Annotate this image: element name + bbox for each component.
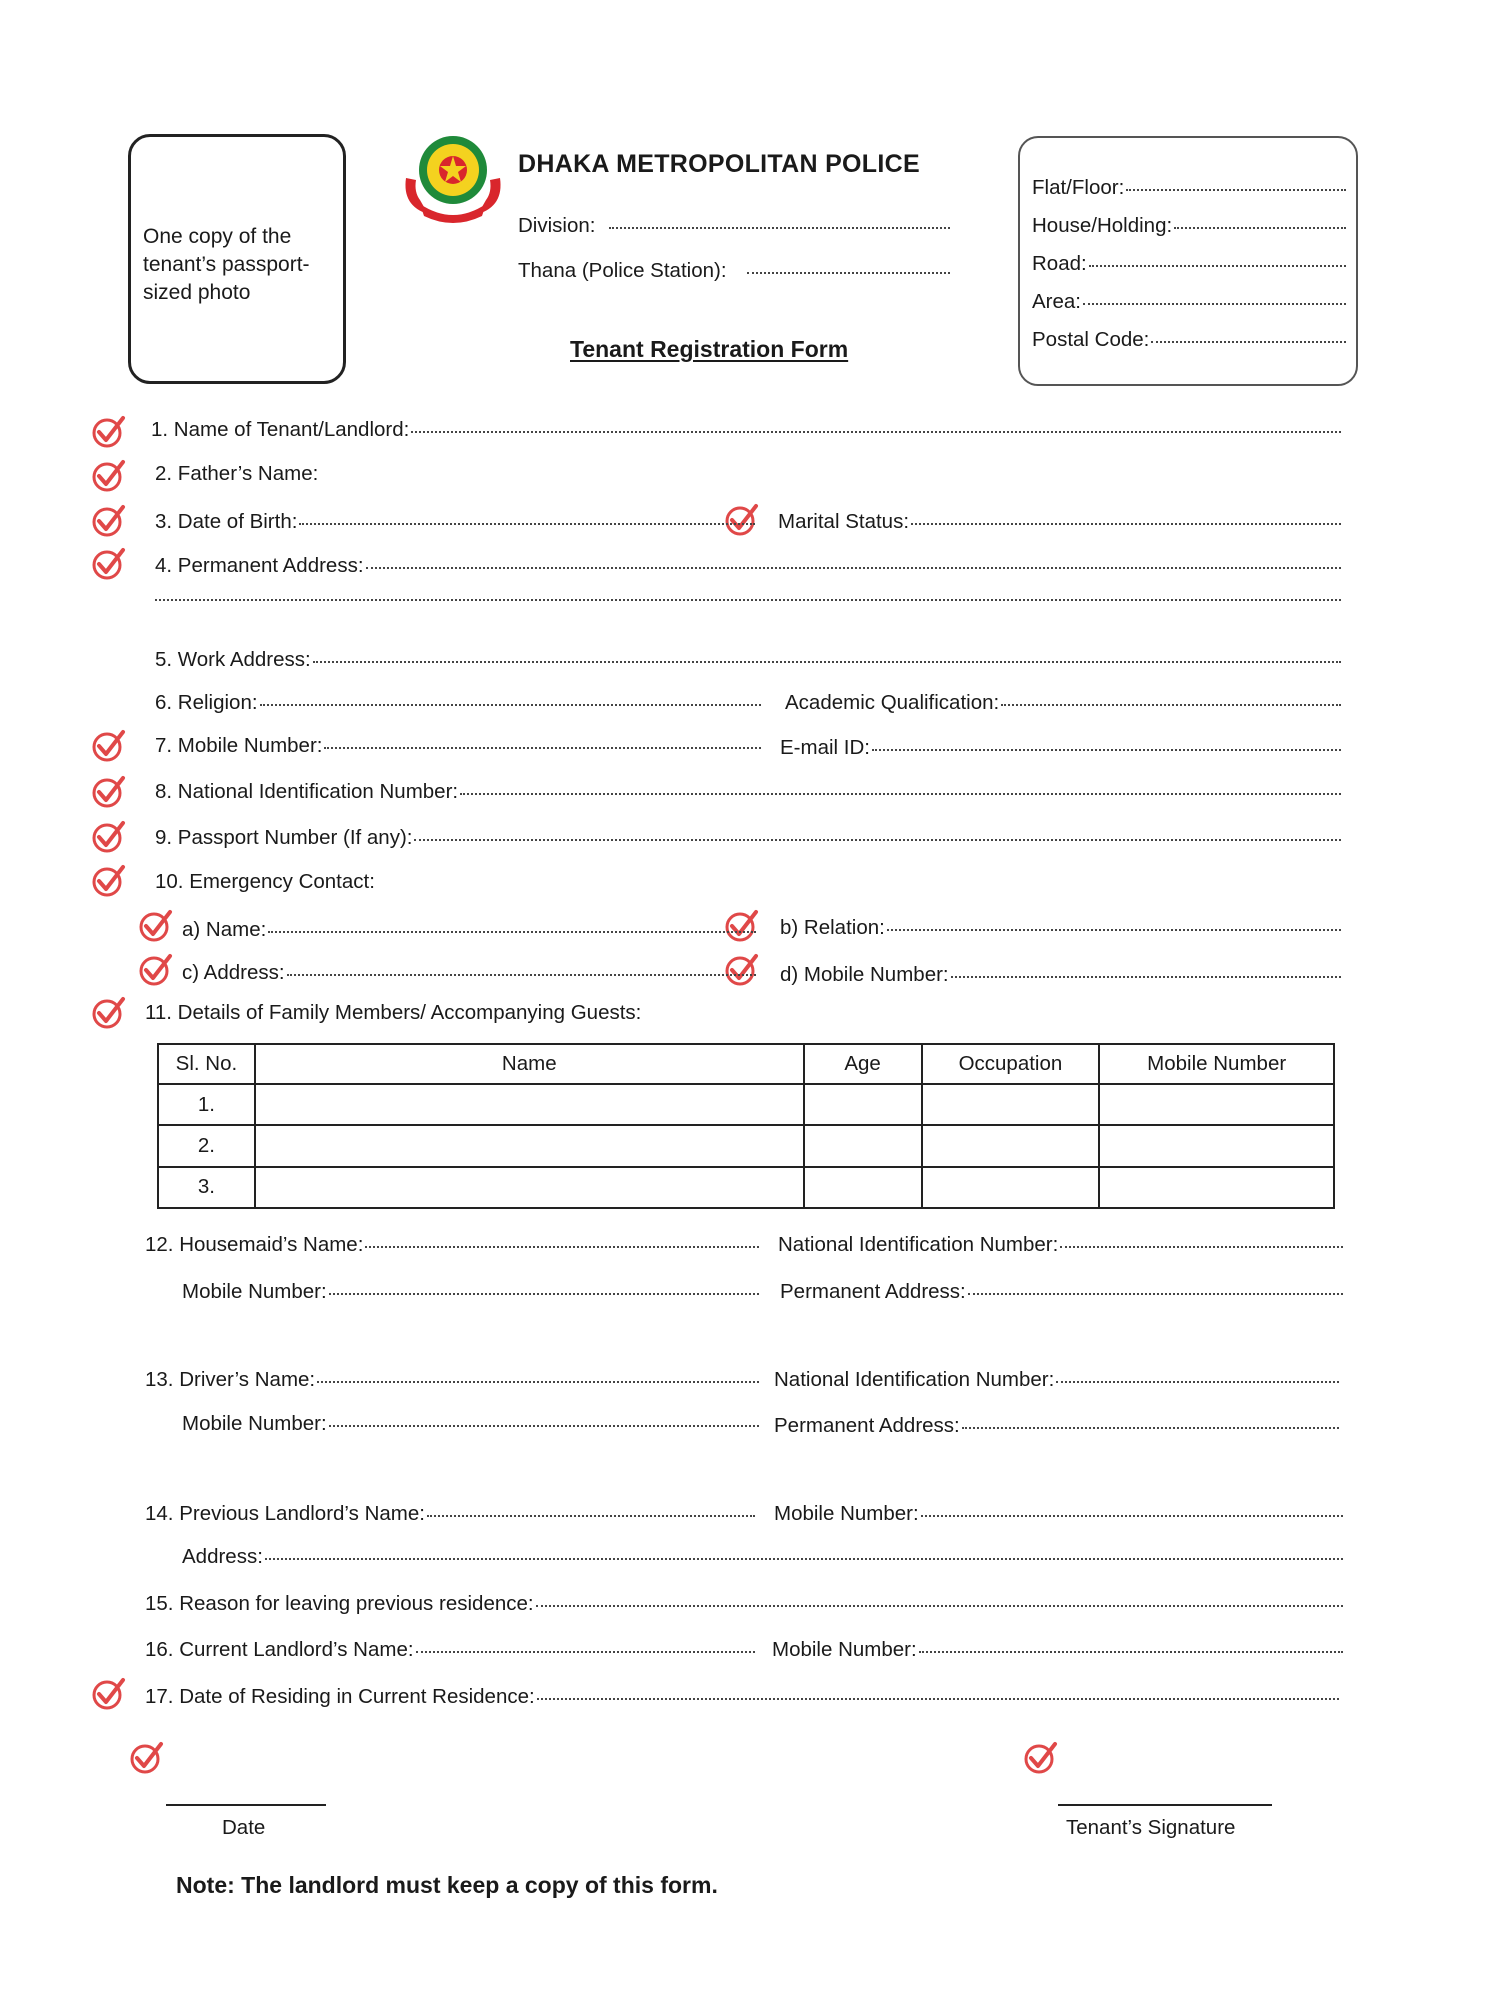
table-cell[interactable] (804, 1125, 922, 1166)
nid-field[interactable] (155, 780, 1341, 804)
table-cell[interactable] (255, 1167, 804, 1208)
table-cell[interactable] (1099, 1125, 1334, 1166)
check-mark-icon (90, 414, 126, 450)
current-landlord-name-label: 16. Current Landlord’s Name: (145, 1638, 414, 1661)
academic-qualification-label: Academic Qualification: (785, 691, 1000, 714)
organization-title: DHAKA METROPOLITAN POLICE (518, 150, 920, 178)
check-mark-icon (128, 1740, 164, 1776)
table-cell[interactable] (922, 1167, 1100, 1208)
academic-qualification-field[interactable] (785, 691, 1341, 715)
table-header: Age (804, 1044, 922, 1084)
family-members-table (157, 1043, 1335, 1209)
thana-field[interactable] (518, 259, 950, 283)
date-signature-line[interactable] (166, 1804, 326, 1806)
driver-name-field[interactable] (145, 1368, 759, 1392)
housemaid-name-field[interactable] (145, 1233, 759, 1257)
check-mark-icon (90, 774, 126, 810)
housemaid-name-label: 12. Housemaid’s Name: (145, 1233, 364, 1256)
emergency-address-label: c) Address: (182, 961, 285, 984)
tenant-signature-line[interactable] (1058, 1804, 1272, 1806)
emergency-relation-label: b) Relation: (780, 916, 885, 939)
table-cell[interactable] (1099, 1167, 1334, 1208)
table-row (158, 1125, 1334, 1166)
table-cell[interactable] (922, 1125, 1100, 1166)
division-label: Division: (518, 214, 596, 237)
check-mark-icon (137, 908, 173, 944)
email-field[interactable] (780, 736, 1341, 760)
housemaid-mobile-field[interactable] (182, 1280, 759, 1304)
reason-leaving-field[interactable] (145, 1592, 1343, 1616)
check-mark-icon (90, 728, 126, 764)
previous-landlord-address-label: Address: (182, 1545, 263, 1568)
emergency-address-field[interactable] (182, 961, 756, 985)
check-mark-icon (1022, 1740, 1058, 1776)
check-mark-icon (90, 863, 126, 899)
driver-mobile-label: Mobile Number: (182, 1412, 327, 1435)
emergency-relation-field[interactable] (780, 916, 1341, 940)
thana-label: Thana (Police Station): (518, 259, 727, 282)
mobile-number-field[interactable] (155, 734, 761, 758)
table-cell[interactable] (255, 1125, 804, 1166)
table-cell[interactable] (804, 1084, 922, 1125)
permanent-address-field[interactable] (155, 554, 1341, 578)
email-label: E-mail ID: (780, 736, 870, 759)
driver-nid-label: National Identification Number: (774, 1368, 1055, 1391)
flat-floor-label: Flat/Floor: (1032, 176, 1125, 199)
housemaid-nid-label: National Identification Number: (778, 1233, 1059, 1256)
table-header: Name (255, 1044, 804, 1084)
table-header: Sl. No. (158, 1044, 255, 1084)
table-cell[interactable] (255, 1084, 804, 1125)
house-holding-label: House/Holding: (1032, 214, 1173, 237)
previous-landlord-name-label: 14. Previous Landlord’s Name: (145, 1502, 425, 1525)
family-details-label: 11. Details of Family Members/ Accompanying Guests: (145, 1001, 642, 1024)
work-address-label: 5. Work Address: (155, 648, 311, 671)
previous-landlord-mobile-label: Mobile Number: (774, 1502, 919, 1525)
housemaid-address-field[interactable] (780, 1280, 1343, 1304)
work-address-field[interactable] (155, 648, 1341, 672)
residing-date-field[interactable] (145, 1685, 1339, 1709)
mobile-number-label: 7. Mobile Number: (155, 734, 323, 757)
table-cell-sl: 2. (158, 1125, 255, 1166)
area-label: Area: (1032, 290, 1081, 313)
reason-leaving-label: 15. Reason for leaving previous residence: (145, 1592, 534, 1615)
house-holding-field[interactable] (1032, 214, 1346, 238)
emergency-contact-label: 10. Emergency Contact: (155, 870, 375, 893)
date-of-birth-field[interactable] (155, 510, 755, 534)
emergency-name-field[interactable] (182, 918, 756, 942)
passport-label: 9. Passport Number (If any): (155, 826, 413, 849)
table-cell-sl: 1. (158, 1084, 255, 1125)
check-mark-icon (90, 458, 126, 494)
permanent-address-label: 4. Permanent Address: (155, 554, 364, 577)
current-landlord-name-field[interactable] (145, 1638, 755, 1662)
check-mark-icon (90, 546, 126, 582)
flat-floor-field[interactable] (1032, 176, 1346, 200)
check-mark-icon (90, 503, 126, 539)
permanent-address-line2[interactable] (155, 602, 1341, 604)
table-cell[interactable] (1099, 1084, 1334, 1125)
current-landlord-mobile-field[interactable] (772, 1638, 1343, 1662)
previous-landlord-address-field[interactable] (182, 1545, 1343, 1569)
religion-label: 6. Religion: (155, 691, 258, 714)
religion-field[interactable] (155, 691, 761, 715)
road-field[interactable] (1032, 252, 1346, 276)
check-mark-icon (90, 1676, 126, 1712)
table-cell[interactable] (804, 1167, 922, 1208)
photo-instruction: One copy of the tenant’s passport-sized photo (143, 225, 310, 304)
tenant-name-field[interactable] (151, 418, 1341, 442)
passport-field[interactable] (155, 826, 1341, 850)
table-row (158, 1084, 1334, 1125)
postal-code-label: Postal Code: (1032, 328, 1150, 351)
area-field[interactable] (1032, 290, 1346, 314)
previous-landlord-name-field[interactable] (145, 1502, 755, 1526)
father-name-label: 2. Father’s Name: (155, 462, 319, 485)
driver-name-label: 13. Driver’s Name: (145, 1368, 316, 1391)
address-box (1018, 136, 1358, 386)
housemaid-mobile-label: Mobile Number: (182, 1280, 327, 1303)
housemaid-nid-field[interactable] (778, 1233, 1343, 1257)
date-of-birth-label: 3. Date of Birth: (155, 510, 298, 533)
table-header: Occupation (922, 1044, 1100, 1084)
driver-nid-field[interactable] (774, 1368, 1339, 1392)
table-header: Mobile Number (1099, 1044, 1334, 1084)
residing-date-label: 17. Date of Residing in Current Residence: (145, 1685, 535, 1708)
form-title: Tenant Registration Form (570, 336, 849, 362)
driver-address-field[interactable] (774, 1414, 1339, 1438)
nid-label: 8. National Identification Number: (155, 780, 459, 803)
photo-box[interactable] (128, 134, 346, 384)
marital-status-label: Marital Status: (778, 510, 910, 533)
check-mark-icon (90, 995, 126, 1031)
date-signature-label: Date (222, 1816, 266, 1839)
tenant-signature-label: Tenant’s Signature (1066, 1816, 1236, 1839)
housemaid-address-label: Permanent Address: (780, 1280, 966, 1303)
table-cell[interactable] (922, 1084, 1100, 1125)
current-landlord-mobile-label: Mobile Number: (772, 1638, 917, 1661)
emergency-name-label: a) Name: (182, 918, 267, 941)
table-cell-sl: 3. (158, 1167, 255, 1208)
emergency-mobile-label: d) Mobile Number: (780, 963, 949, 986)
dmp-logo (398, 126, 508, 226)
table-row (158, 1167, 1334, 1208)
postal-code-field[interactable] (1032, 328, 1346, 352)
check-mark-icon (137, 952, 173, 988)
previous-landlord-mobile-field[interactable] (774, 1502, 1343, 1526)
driver-mobile-field[interactable] (182, 1412, 759, 1436)
tenant-name-label: 1. Name of Tenant/Landlord: (151, 418, 410, 441)
landlord-note: Note: The landlord must keep a copy of this form. (176, 1872, 718, 1898)
driver-address-label: Permanent Address: (774, 1414, 960, 1437)
emergency-mobile-field[interactable] (780, 963, 1341, 987)
division-field[interactable] (518, 214, 950, 238)
marital-status-field[interactable] (778, 510, 1341, 534)
road-label: Road: (1032, 252, 1087, 275)
check-mark-icon (90, 819, 126, 855)
